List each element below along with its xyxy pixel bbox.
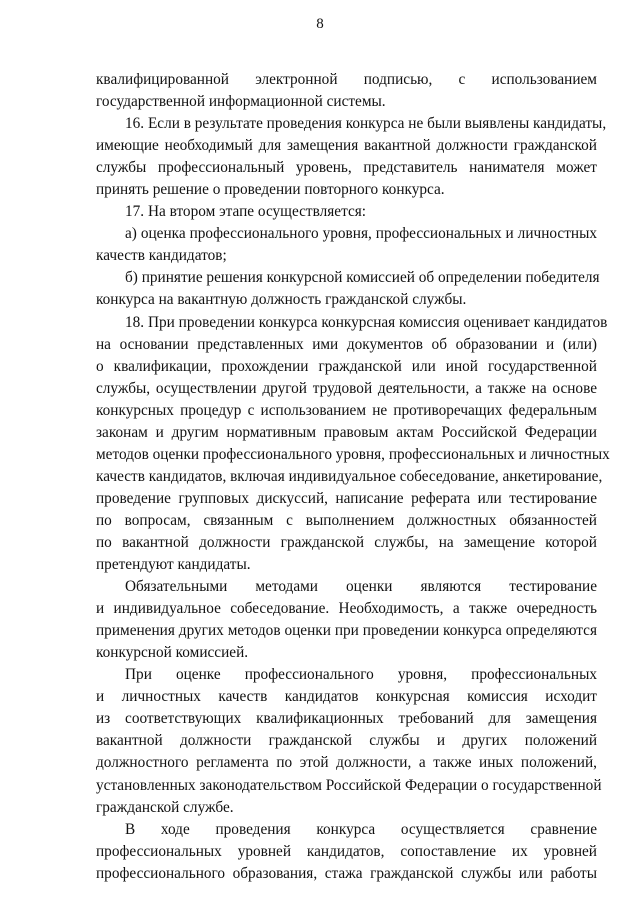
text-line: гражданской службе.	[96, 798, 234, 816]
text-line: и индивидуальное собеседование. Необходимость, а также очередность	[96, 600, 597, 618]
text-line: квалифицированной электронной подписью, с использованием	[96, 71, 597, 88]
text-line: В ходе проведения конкурса осуществляется сравнение	[125, 820, 597, 838]
text-line: о квалификации, прохождении гражданской или иной государственной	[96, 357, 597, 375]
text-line: методов оценки профессионального уровня, профессиональных и личностных	[96, 445, 610, 463]
page-number: 8	[316, 16, 324, 32]
text-line: а) оценка профессионального уровня, профессиональных и личностных	[125, 225, 597, 243]
text-line: Обязательными методами оценки являются тестирование	[125, 578, 597, 596]
text-line: по вопросам, связанным с выполнением должностных обязанностей	[96, 511, 597, 529]
text-line: применения других методов оценки при проведении конкурса определяются	[96, 622, 597, 640]
text-line: проведение групповых дискуссий, написание реферата или тестирование	[96, 489, 597, 507]
text-line: б) принятие решения конкурсной комиссией об определении победителя	[125, 269, 600, 287]
text-line: и личностных качеств кандидатов конкурсная комиссия исходит	[96, 688, 597, 706]
text-line: государственной информационной системы.	[96, 93, 386, 111]
text-line: службы профессиональный уровень, представитель нанимателя может	[96, 159, 597, 177]
text-line: конкурсной комиссией.	[96, 644, 249, 662]
text-line: на основании представленных ими документов об образовании и (или)	[96, 335, 597, 353]
text-line: При оценке профессионального уровня, профессиональных	[125, 666, 597, 684]
text-line: из соответствующих квалификационных требований для замещения	[96, 710, 597, 728]
text-line: качеств кандидатов;	[96, 247, 227, 265]
text-line: законам и другим нормативным правовым актам Российской Федерации	[96, 423, 597, 441]
text-line: 17. На втором этапе осуществляется:	[125, 203, 367, 221]
text-line: должностного регламента по этой должности, а также иных положений,	[96, 754, 597, 772]
text-line: качеств кандидатов, включая индивидуальное собеседование, анкетирование,	[96, 467, 603, 485]
text-line: профессионального образования, стажа гражданской службы или работы	[96, 864, 597, 882]
text-line: профессиональных уровней кандидатов, сопоставление их уровней	[96, 842, 597, 860]
text-line: установленных законодательством Российской Федерации о государственной	[96, 776, 602, 794]
text-line: вакантной должности гражданской службы и других положений	[96, 732, 597, 750]
text-line: конкурса на вакантную должность гражданской службы.	[96, 291, 467, 309]
text-line: 16. Если в результате проведения конкурса не были выявлены кандидаты,	[125, 115, 607, 133]
document-body	[96, 69, 610, 885]
text-line: претендуют кандидаты.	[96, 556, 251, 574]
text-line: принять решение о проведении повторного конкурса.	[96, 181, 445, 199]
text-line: имеющие необходимый для замещения вакантной должности гражданской	[96, 137, 597, 155]
text-line: службы, осуществлении другой трудовой деятельности, а также на основе	[96, 379, 597, 397]
text-line: 18. При проведении конкурса конкурсная комиссия оценивает кандидатов	[125, 313, 608, 331]
text-line: по вакантной должности гражданской службы, на замещение которой	[96, 533, 597, 551]
text-line: конкурсных процедур с использованием не противоречащих федеральным	[96, 401, 597, 419]
